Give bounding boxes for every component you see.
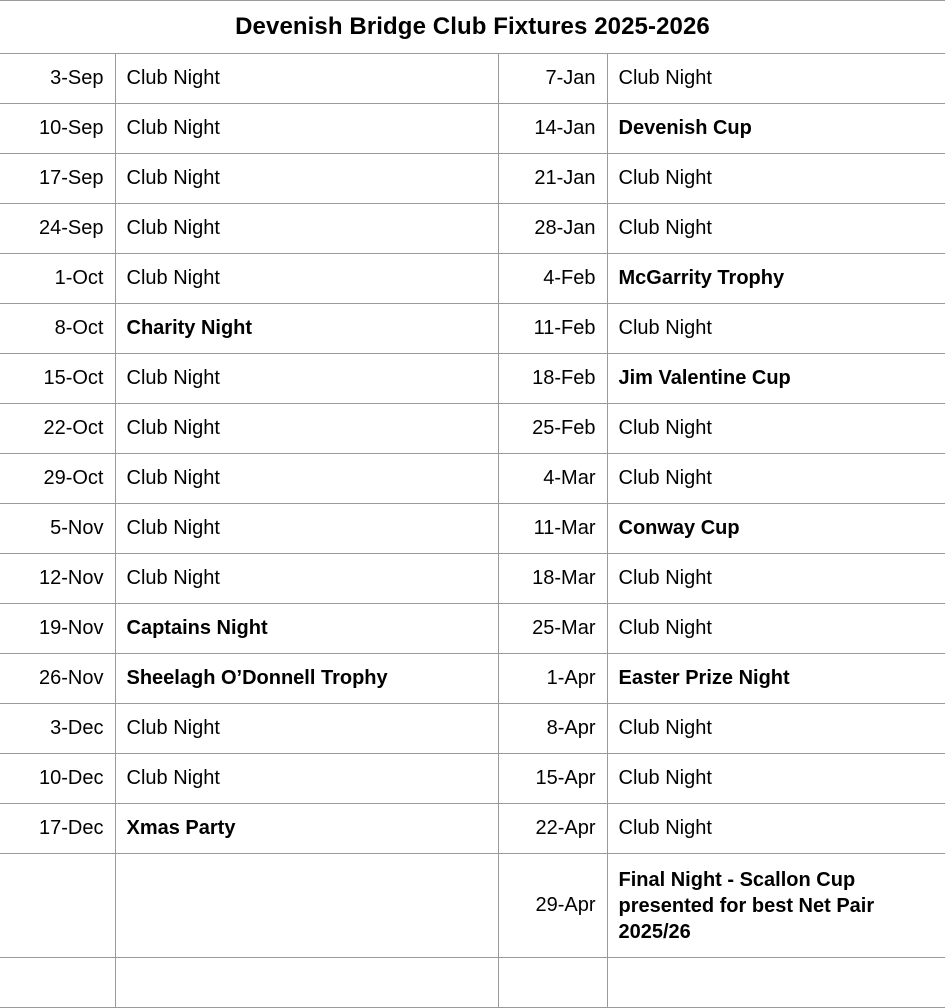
cell-date-left: 10-Sep	[0, 104, 115, 154]
cell-event-right: Devenish Cup	[607, 104, 945, 154]
cell-date-left: 19-Nov	[0, 604, 115, 654]
cell-event-left: Xmas Party	[115, 804, 498, 854]
cell-event-right: Club Night	[607, 404, 945, 454]
title-row	[0, 1, 945, 54]
cell-event-right: Conway Cup	[607, 504, 945, 554]
table-row	[0, 54, 945, 104]
cell-date-right: 7-Jan	[498, 54, 607, 104]
cell-date-right: 22-Apr	[498, 804, 607, 854]
cell-event-right: Club Night	[607, 804, 945, 854]
cell-date-left: 1-Oct	[0, 254, 115, 304]
cell-event-right: Club Night	[607, 554, 945, 604]
cell-event-right: Club Night	[607, 54, 945, 104]
cell-date-right: 15-Apr	[498, 754, 607, 804]
table-row	[0, 554, 945, 604]
cell-event-left: Club Night	[115, 354, 498, 404]
cell-event-right: Final Night - Scallon Cup presented for best Net Pair 2025/26	[607, 854, 945, 958]
cell-event-left: Club Night	[115, 254, 498, 304]
cell-event-left: Club Night	[115, 504, 498, 554]
cell-date-right: 18-Mar	[498, 554, 607, 604]
cell-date-left: 17-Dec	[0, 804, 115, 854]
cell-event-left: Sheelagh O’Donnell Trophy	[115, 654, 498, 704]
cell-date-left: 24-Sep	[0, 204, 115, 254]
table-row	[0, 604, 945, 654]
cell-event-left: Club Night	[115, 754, 498, 804]
cell-event-left: Club Night	[115, 104, 498, 154]
cell-event-left	[115, 958, 498, 1008]
cell-date-right: 21-Jan	[498, 154, 607, 204]
cell-date-right: 14-Jan	[498, 104, 607, 154]
table-row	[0, 804, 945, 854]
cell-date-left	[0, 958, 115, 1008]
table-row	[0, 204, 945, 254]
cell-date-right: 11-Mar	[498, 504, 607, 554]
table-row	[0, 104, 945, 154]
cell-date-left: 15-Oct	[0, 354, 115, 404]
fixtures-table-body	[0, 1, 945, 1008]
cell-date-right: 8-Apr	[498, 704, 607, 754]
page-title-cell	[0, 1, 945, 54]
cell-event-left: Club Night	[115, 704, 498, 754]
cell-date-left: 3-Sep	[0, 54, 115, 104]
cell-date-left: 5-Nov	[0, 504, 115, 554]
cell-event-left: Club Night	[115, 54, 498, 104]
cell-event-left: Club Night	[115, 154, 498, 204]
cell-date-right: 25-Feb	[498, 404, 607, 454]
cell-event-right: McGarrity Trophy	[607, 254, 945, 304]
cell-event-right: Jim Valentine Cup	[607, 354, 945, 404]
cell-event-right: Club Night	[607, 454, 945, 504]
cell-date-left: 3-Dec	[0, 704, 115, 754]
table-row	[0, 504, 945, 554]
cell-date-left: 17-Sep	[0, 154, 115, 204]
cell-date-right: 11-Feb	[498, 304, 607, 354]
table-row	[0, 354, 945, 404]
cell-date-right: 1-Apr	[498, 654, 607, 704]
cell-date-right: 4-Feb	[498, 254, 607, 304]
table-row	[0, 958, 945, 1008]
page-title: Devenish Bridge Club Fixtures 2025-2026	[235, 12, 710, 40]
cell-event-right: Club Night	[607, 754, 945, 804]
cell-event-right: Club Night	[607, 154, 945, 204]
cell-event-left: Club Night	[115, 404, 498, 454]
cell-date-right: 29-Apr	[498, 854, 607, 958]
cell-event-right: Club Night	[607, 704, 945, 754]
cell-event-right	[607, 958, 945, 1008]
cell-event-right: Club Night	[607, 304, 945, 354]
table-row	[0, 404, 945, 454]
table-row	[0, 254, 945, 304]
cell-date-left: 26-Nov	[0, 654, 115, 704]
table-row	[0, 454, 945, 504]
cell-event-right: Club Night	[607, 604, 945, 654]
cell-event-right: Club Night	[607, 204, 945, 254]
cell-event-left: Captains Night	[115, 604, 498, 654]
cell-date-left: 8-Oct	[0, 304, 115, 354]
table-row	[0, 854, 945, 958]
cell-date-left	[0, 854, 115, 958]
table-row	[0, 154, 945, 204]
cell-date-right: 28-Jan	[498, 204, 607, 254]
table-row	[0, 704, 945, 754]
cell-date-left: 22-Oct	[0, 404, 115, 454]
cell-date-right: 25-Mar	[498, 604, 607, 654]
cell-date-left: 29-Oct	[0, 454, 115, 504]
cell-date-right	[498, 958, 607, 1008]
cell-event-left: Club Night	[115, 204, 498, 254]
cell-event-left	[115, 854, 498, 958]
cell-event-left: Club Night	[115, 454, 498, 504]
table-row	[0, 754, 945, 804]
table-row	[0, 304, 945, 354]
cell-event-left: Charity Night	[115, 304, 498, 354]
cell-date-left: 10-Dec	[0, 754, 115, 804]
cell-date-left: 12-Nov	[0, 554, 115, 604]
cell-event-right: Easter Prize Night	[607, 654, 945, 704]
cell-date-right: 4-Mar	[498, 454, 607, 504]
table-row	[0, 654, 945, 704]
cell-date-right: 18-Feb	[498, 354, 607, 404]
cell-event-left: Club Night	[115, 554, 498, 604]
